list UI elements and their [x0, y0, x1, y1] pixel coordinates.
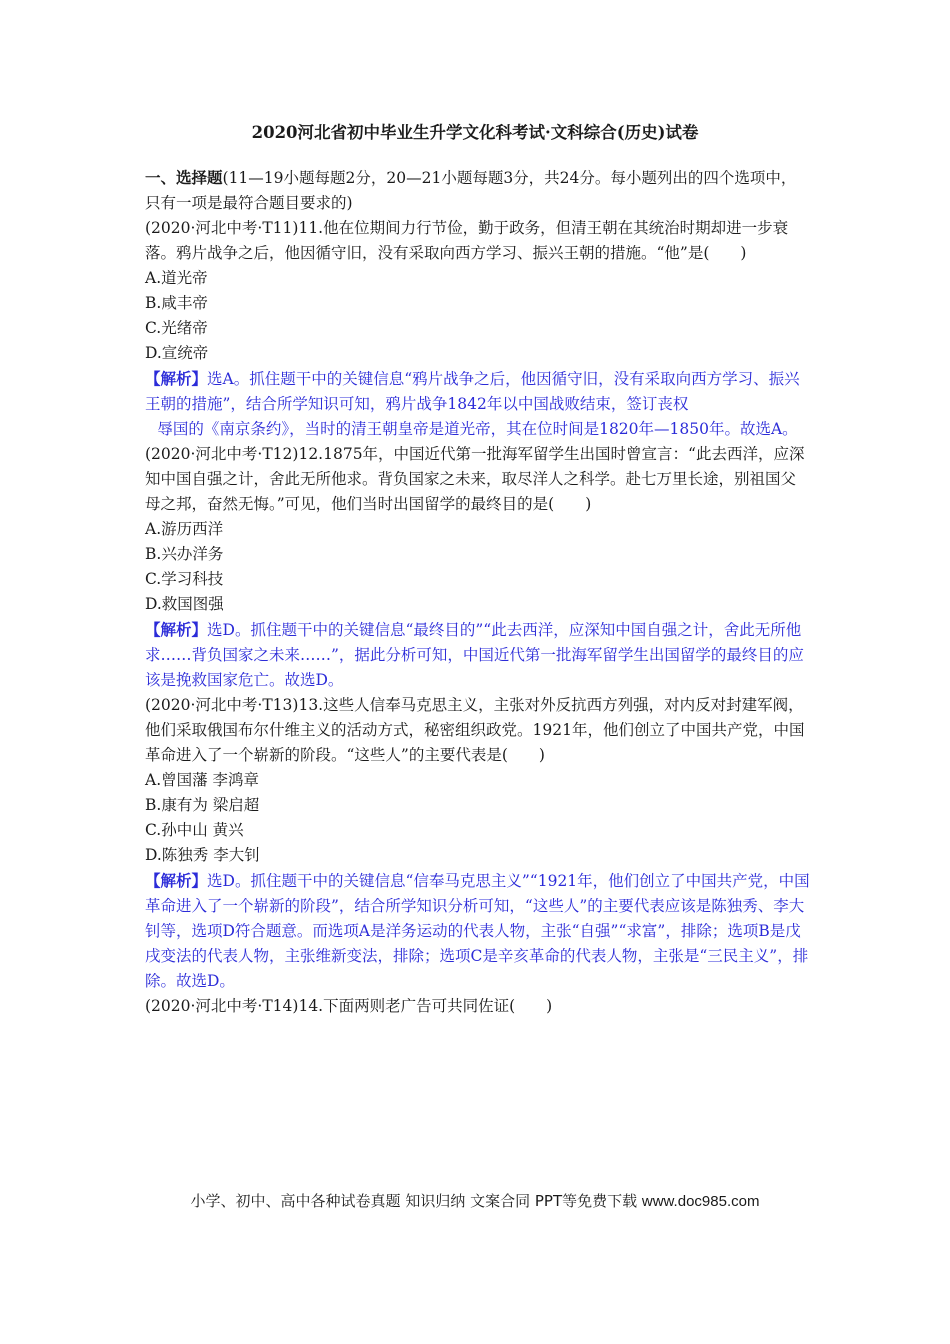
question-11-analysis-cont: 辱国的《南京条约》，当时的清王朝皇帝是道光帝，其在位时间是1820年—1850年。故选A。 [157, 420, 798, 438]
question-11-option-c: C.光绪帝 [145, 319, 208, 337]
exam-content [145, 165, 810, 1019]
section-heading: 一、选择题 [145, 168, 223, 187]
question-12-option-c: C.学习科技 [145, 570, 224, 588]
section-intro [145, 165, 810, 216]
question-12-analysis [145, 617, 810, 693]
question-13-option-d: D.陈独秀 李大钊 [145, 846, 260, 864]
question-11-option-b: B.咸丰帝 [145, 294, 208, 312]
question-14-stem: (2020·河北中考·T14)14.下面两则老广告可共同佐证( ) [145, 997, 553, 1015]
question-13-option-b: B.康有为 梁启超 [145, 796, 260, 814]
question-12-option-b: B.兴办洋务 [145, 545, 224, 563]
question-13-option-c: C.孙中山 黄兴 [145, 821, 244, 839]
question-11-option-a: A.道光帝 [145, 269, 208, 287]
page-footer [0, 1190, 950, 1211]
section-instructions: (11—19小题每题2分，20—21小题每题3分，共24分。每小题列出的四个选项中，只有一项是最符合题目要求的) [145, 169, 797, 212]
analysis-text: 选D。抓住题干中的关键信息“信奉马克思主义”“1921年，他们创立了中国共产党，中国革命进入了一个崭新的阶段”，结合所学知识分析可知，“这些人”的主要代表应该是陈独秀、李大钊等，选项D符合题意。而选项A是洋务运动的代表人物，主张“自强”“求富”，排除；选项B是戊戌变法的代表人物，主张维新变法，排除；选项C是辛亥革命的代表人物，主张是“三民主义”，排除。故选D。 [145, 872, 810, 990]
question-13-analysis [145, 868, 810, 994]
analysis-tag: 【解析】 [145, 620, 208, 639]
analysis-text: 选D。抓住题干中的关键信息“最终目的”“此去西洋，应深知中国自强之计，舍此无所他求……背负国家之未来……”，据此分析可知，中国近代第一批海军留学生出国留学的最终目的应该是挽救国家危亡。故选D。 [145, 621, 804, 689]
question-11-stem: (2020·河北中考·T11)11.他在位期间力行节俭，勤于政务，但清王朝在其统治时期却进一步衰落。鸦片战争之后，他因循守旧，没有采取向西方学习、振兴王朝的措施。“他”是( ) [145, 219, 789, 262]
page-title: 2020河北省初中毕业生升学文化科考试·文科综合(历史)试卷 [251, 123, 699, 142]
question-11-option-d: D.宣统帝 [145, 344, 209, 362]
analysis-tag: 【解析】 [145, 871, 208, 890]
question-12-option-d: D.救国图强 [145, 595, 224, 613]
question-13-option-a: A.曾国藩 李鸿章 [145, 771, 260, 789]
question-12-option-a: A.游历西洋 [145, 520, 224, 538]
footer-link[interactable]: www.doc985.com [641, 1193, 760, 1210]
analysis-tag: 【解析】 [145, 369, 208, 388]
question-12-stem: (2020·河北中考·T12)12.1875年，中国近代第一批海军留学生出国时曾宣言：“此去西洋，应深知中国自强之计，舍此无所他求。背负国家之未来，取尽洋人之科学。赴七万里长途，别祖国父母之邦，奋然无悔。”可见，他们当时出国留学的最终目的是( ) [145, 445, 805, 513]
footer-text: 小学、初中、高中各种试卷真题 知识归纳 文案合同 PPT等免费下载 [190, 1192, 642, 1210]
question-11-analysis [145, 366, 810, 417]
analysis-text: 选A。抓住题干中的关键信息“鸦片战争之后，他因循守旧，没有采取向西方学习、振兴王朝的措施”，结合所学知识可知，鸦片战争1842年以中国战败结束，签订丧权 [145, 370, 800, 413]
question-13-stem: (2020·河北中考·T13)13.这些人信奉马克思主义，主张对外反抗西方列强，对内反对封建军阀，他们采取俄国布尔什维主义的活动方式，秘密组织政党。1921年，他们创立了中国共产党，中国革命进入了一个崭新的阶段。“这些人”的主要代表是( ) [145, 696, 805, 764]
